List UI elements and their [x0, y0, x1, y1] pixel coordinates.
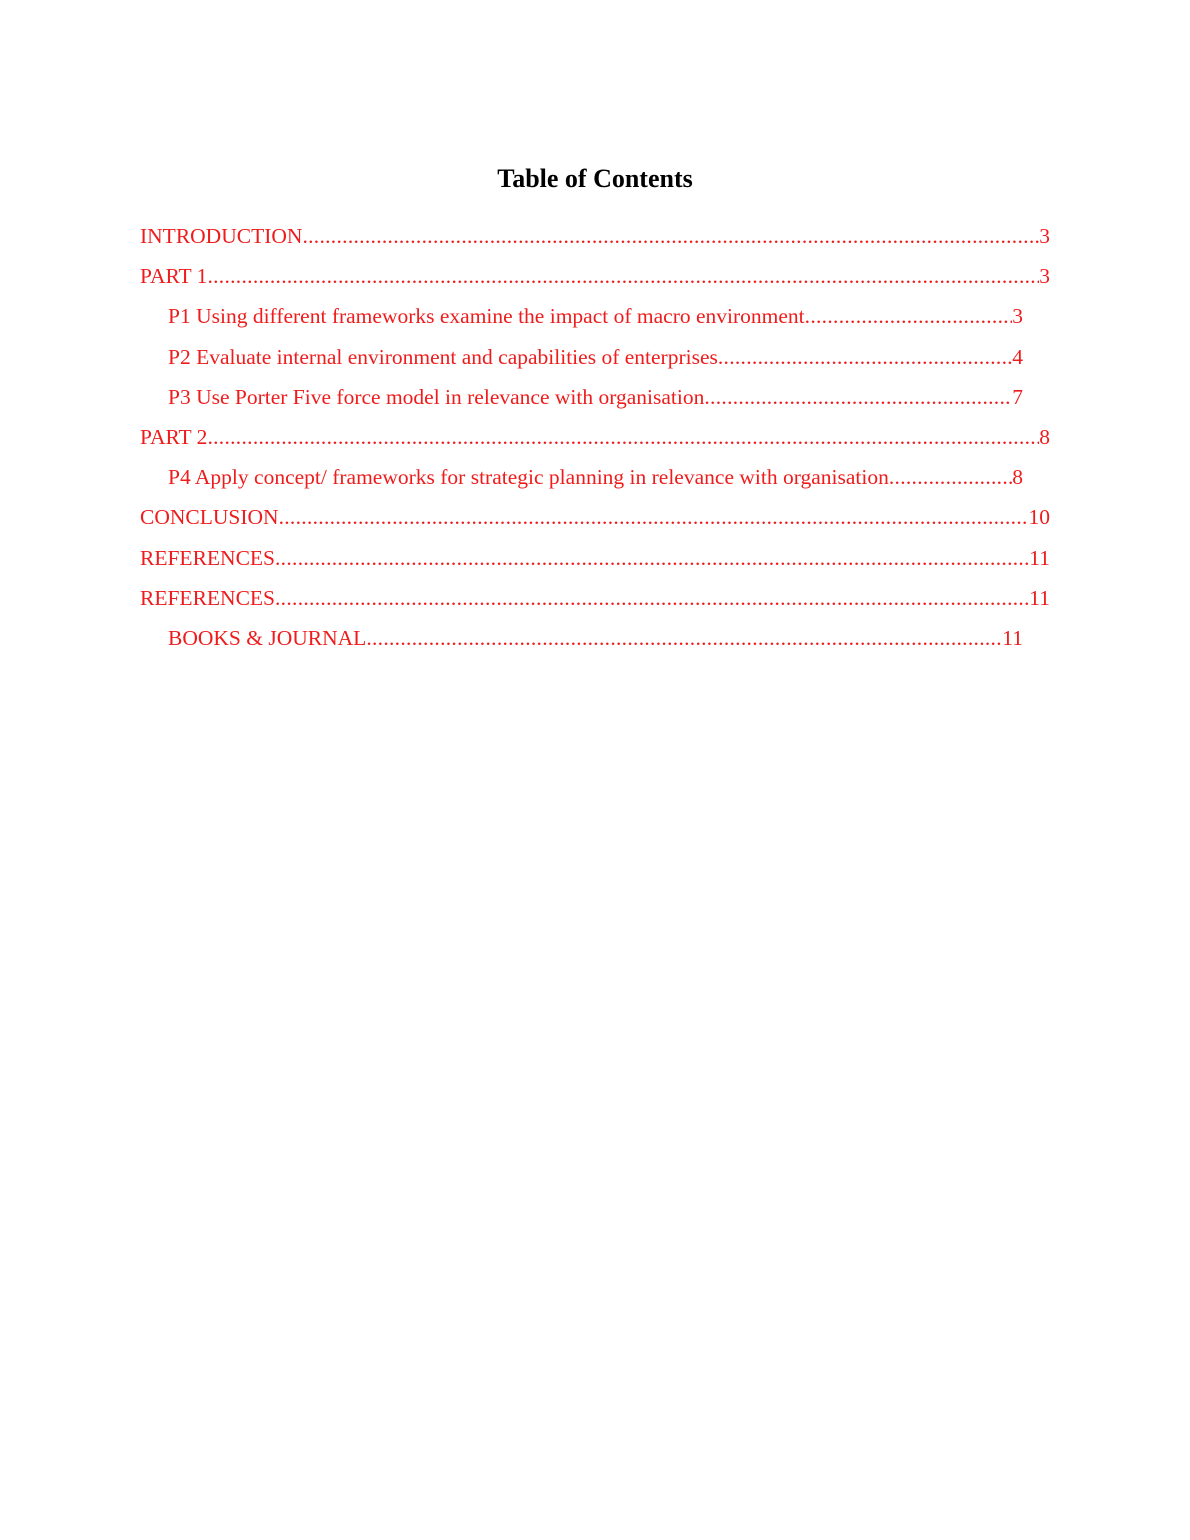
toc-page-number: 3 [1012, 304, 1023, 329]
toc-page-number: 4 [1012, 344, 1023, 369]
toc-page-number: 3 [1039, 224, 1050, 248]
toc-title: Table of Contents [497, 164, 693, 193]
toc-entry-label: CONCLUSION [140, 505, 279, 530]
toc-dot-leader [279, 501, 1029, 533]
toc-dot-leader [275, 582, 1029, 614]
toc-entry-label: PART 2 [140, 424, 208, 449]
toc-page-number: 7 [1012, 384, 1023, 409]
toc-page-number: 11 [1029, 585, 1050, 610]
toc-dot-leader [207, 421, 1039, 453]
toc-entry-p4[interactable] [140, 461, 1023, 501]
toc-entry-label: P4 Apply concept/ frameworks for strategic planning in relevance with organisation [168, 465, 889, 490]
toc-entry-p1[interactable] [140, 300, 1023, 340]
toc-page-number: 10 [1028, 505, 1050, 530]
toc-entry-label: BOOKS & JOURNAL [168, 625, 367, 650]
toc-dot-leader [704, 381, 1012, 413]
toc-entry-introduction[interactable] [140, 220, 1050, 260]
toc-dot-leader [718, 341, 1012, 373]
toc-dot-leader [207, 260, 1039, 292]
toc-dot-leader [366, 622, 1002, 654]
toc-entry-label: REFERENCES [140, 545, 275, 570]
toc-page-number: 3 [1039, 264, 1050, 289]
toc-dot-leader [889, 461, 1012, 493]
toc-entry-label: P3 Use Porter Five force model in relevance with organisation [168, 384, 705, 409]
toc-entry-label: P2 Evaluate internal environment and capabilities of enterprises [168, 344, 718, 369]
toc-entry-references[interactable] [140, 542, 1050, 582]
toc-page-number: 8 [1039, 424, 1050, 449]
toc-entry-p3[interactable] [140, 381, 1023, 421]
toc-entry-label: INTRODUCTION [140, 224, 303, 248]
toc-page-number: 11 [1002, 625, 1023, 650]
toc-entry-label: REFERENCES [140, 585, 275, 610]
toc-entry-p2[interactable] [140, 341, 1023, 381]
toc-entry-label: P1 Using different frameworks examine the impact of macro environment [168, 304, 805, 329]
toc-page-number: 8 [1012, 465, 1023, 490]
toc-entry-references-2[interactable] [140, 582, 1050, 622]
toc-entry-label: PART 1 [140, 264, 208, 289]
toc-page-number: 11 [1029, 545, 1050, 570]
toc-list [140, 220, 1050, 662]
toc-entry-part-2[interactable] [140, 421, 1050, 461]
toc-dot-leader [302, 220, 1039, 252]
toc-dot-leader [805, 300, 1013, 332]
toc-entry-part-1[interactable] [140, 260, 1050, 300]
toc-entry-books-journal[interactable] [140, 622, 1023, 662]
toc-dot-leader [275, 542, 1029, 574]
toc-entry-conclusion[interactable] [140, 501, 1050, 541]
